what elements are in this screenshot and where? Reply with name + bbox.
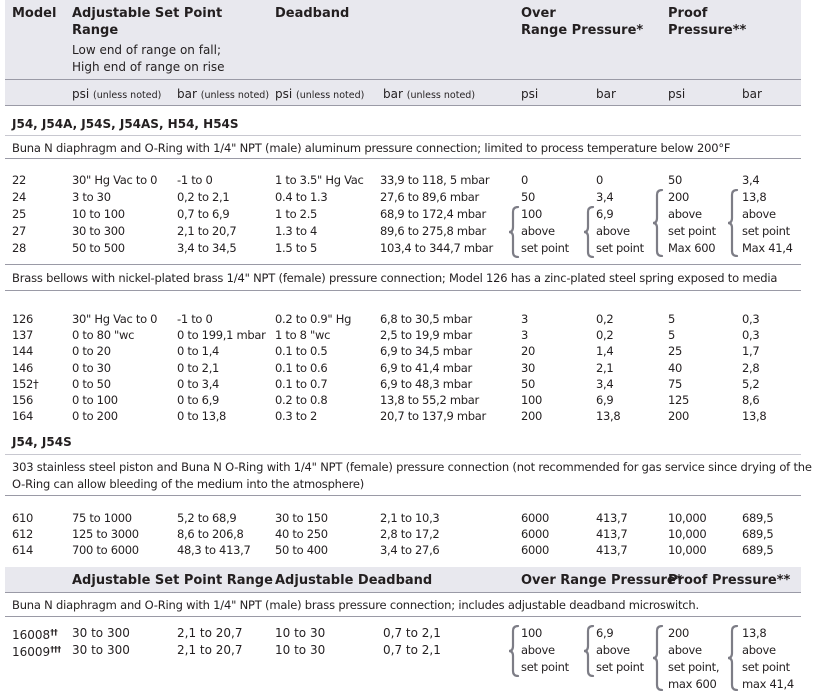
group1-row4-setpoint-bar: 2,1 to 20,7 <box>177 224 237 238</box>
group4-proof-bar-line4: max 41,4 <box>742 677 794 691</box>
group2-top-rule <box>5 264 801 265</box>
group3-row2-deadband-psi: 40 to 250 <box>275 527 328 542</box>
group4-over-bar-line2: above <box>596 643 630 657</box>
group4-row2-setpoint-bar: 2,1 to 20,7 <box>177 643 243 657</box>
group2-row7-model: 164 <box>12 409 34 424</box>
group1-proof-bar-line1: above <box>742 207 776 221</box>
group1-proof-psi-brace <box>652 189 664 257</box>
group2-row1-setpoint-bar: -1 to 0 <box>177 312 213 326</box>
group2-row4-proof-psi: 40 <box>668 360 683 375</box>
group1-row2-setpoint-bar: 0,2 to 2,1 <box>177 190 230 204</box>
group2-row1-setpoint-psi: 30" Hg Vac to 0 <box>72 312 158 326</box>
group1-row5-setpoint-bar: 3,4 to 34,5 <box>177 241 237 255</box>
group4-proof-psi-line3: set point, <box>668 660 720 674</box>
group1-over-bar-brace <box>583 206 595 258</box>
group1-over-bar-line1: 6,9 <box>596 207 614 221</box>
group3-row1-deadband-bar: 2,1 to 10,3 <box>380 511 440 525</box>
group4-proof-psi-brace <box>652 625 664 691</box>
group4-note: Buna N diaphragm and O-Ring with 1/4" NPT (male) brass pressure connection; includes adjustable deadband microswitch. <box>12 598 699 612</box>
group4-header-proof: Proof Pressure** <box>668 573 791 588</box>
group2-row2-proof-psi: 5 <box>668 328 676 343</box>
group2-row5-over-bar: 3,4 <box>596 376 614 391</box>
group1-row5-setpoint-psi: 50 to 500 <box>72 241 125 255</box>
group1-row4-deadband-bar: 89,6 to 275,8 mbar <box>380 224 486 238</box>
group1-row3-setpoint-psi: 10 to 100 <box>72 207 125 221</box>
group2-row6-proof-bar: 8,6 <box>742 393 760 407</box>
group3-note-l2: O-Ring can allow bleeding of the medium into the atmosphere) <box>12 477 365 491</box>
group3-row2-setpoint-psi: 125 to 3000 <box>72 527 139 542</box>
group2-row5-over-psi: 50 <box>521 376 536 391</box>
group4-over-psi-line3: set point <box>521 660 569 674</box>
group2-row5-proof-psi: 75 <box>668 376 683 391</box>
group2-row7-proof-bar: 13,8 <box>742 409 767 424</box>
group2-row1-deadband-bar: 6,8 to 30,5 mbar <box>380 312 472 326</box>
group4-over-bar-line3: set point <box>596 660 644 674</box>
col-header-proof-l2: Pressure** <box>668 23 747 38</box>
group4-header-setpoint: Adjustable Set Point Range <box>72 573 273 588</box>
group1-row1-setpoint-bar: -1 to 0 <box>177 173 213 187</box>
group2-row5-deadband-bar: 6,9 to 48,3 mbar <box>380 376 472 391</box>
group4-proof-bar-line1: 13,8 <box>742 626 767 640</box>
group2-row2-setpoint-bar: 0 to 199,1 mbar <box>177 328 266 343</box>
group3-row3-deadband-bar: 3,4 to 27,6 <box>380 543 440 558</box>
group1-over-bar-line3: set point <box>596 241 644 255</box>
group4-proof-bar-line3: set point <box>742 660 790 674</box>
group1-row4-deadband-psi: 1.3 to 4 <box>275 224 318 238</box>
group2-row6-setpoint-psi: 0 to 100 <box>72 393 118 407</box>
unit-psi-proof: psi <box>668 87 686 101</box>
group1-row5-deadband-psi: 1.5 to 5 <box>275 241 318 255</box>
group1-row1-over-bar: 0 <box>596 173 604 187</box>
group1-row5-deadband-bar: 103,4 to 344,7 mbar <box>380 241 493 255</box>
group2-row6-model: 156 <box>12 393 34 407</box>
unit-psi-over: psi <box>521 87 539 101</box>
group2-row3-deadband-bar: 6,9 to 34,5 mbar <box>380 344 472 359</box>
group2-row5-setpoint-bar: 0 to 3,4 <box>177 376 220 391</box>
group1-row2-setpoint-psi: 3 to 30 <box>72 190 111 204</box>
group2-row7-proof-psi: 200 <box>668 409 690 424</box>
group4-proof-psi-line2: above <box>668 643 702 657</box>
col-header-setpoint-l2: Range <box>72 23 119 38</box>
col-header-setpoint-l4: High end of range on rise <box>72 60 225 74</box>
header-bottom-rule <box>5 105 801 106</box>
unit-bar-setpoint: bar (unless noted) <box>177 87 270 101</box>
group1-proof-psi-line3: Max 600 <box>668 241 716 255</box>
group2-row4-over-psi: 30 <box>521 360 536 375</box>
group1-row2-proof-bar: 13,8 <box>742 190 767 204</box>
group4-proof-psi-line1: 200 <box>668 626 690 640</box>
group2-row6-deadband-bar: 13,8 to 55,2 mbar <box>380 393 479 407</box>
group4-over-psi-line1: 100 <box>521 626 543 640</box>
group1-title-rule <box>5 135 801 136</box>
group1-row4-setpoint-psi: 30 to 300 <box>72 224 125 238</box>
group2-row5-setpoint-psi: 0 to 50 <box>72 376 111 391</box>
col-header-setpoint-l1: Adjustable Set Point <box>72 6 223 21</box>
group3-row3-proof-bar: 689,5 <box>742 543 774 558</box>
group2-row6-over-psi: 100 <box>521 393 543 407</box>
group2-row3-deadband-psi: 0.1 to 0.5 <box>275 344 328 359</box>
group2-row3-setpoint-psi: 0 to 20 <box>72 344 111 359</box>
group2-row1-deadband-psi: 0.2 to 0.9" Hg <box>275 312 352 326</box>
group2-row2-setpoint-psi: 0 to 80 "wc <box>72 328 135 343</box>
group1-note: Buna N diaphragm and O-Ring with 1/4" NPT (male) aluminum pressure connection; limited to process temperature below 200°F <box>12 141 731 155</box>
unit-bar-proof: bar <box>742 87 762 101</box>
group4-row1-model: 16008†† <box>12 628 58 642</box>
group1-row3-model: 25 <box>12 207 27 221</box>
group2-row6-proof-psi: 125 <box>668 393 690 407</box>
group1-over-psi-line1: 100 <box>521 207 543 221</box>
col-header-over-l2: Range Pressure* <box>521 23 644 38</box>
group1-row5-model: 28 <box>12 241 27 255</box>
group3-row3-over-psi: 6000 <box>521 543 550 558</box>
group2-row5-proof-bar: 5,2 <box>742 376 760 391</box>
group4-row2-setpoint-psi: 30 to 300 <box>72 643 130 657</box>
group3-row1-setpoint-psi: 75 to 1000 <box>72 511 132 525</box>
group2-row2-over-psi: 3 <box>521 328 529 343</box>
group2-row5-deadband-psi: 0.1 to 0.7 <box>275 376 328 391</box>
group3-title: J54, J54S <box>12 435 72 449</box>
group4-row1-setpoint-psi: 30 to 300 <box>72 626 130 640</box>
group3-row1-deadband-psi: 30 to 150 <box>275 511 328 525</box>
unit-bar-over: bar <box>596 87 616 101</box>
group2-row4-deadband-psi: 0.1 to 0.6 <box>275 360 328 375</box>
group1-row1-model: 22 <box>12 173 27 187</box>
group1-row3-setpoint-bar: 0,7 to 6,9 <box>177 207 230 221</box>
group2-note-rule <box>5 290 801 291</box>
group1-row3-deadband-bar: 68,9 to 172,4 mbar <box>380 207 486 221</box>
col-header-model: Model <box>12 6 57 21</box>
group2-row7-setpoint-psi: 0 to 200 <box>72 409 118 424</box>
group2-row2-deadband-psi: 1 to 8 "wc <box>275 328 331 343</box>
group3-row3-over-bar: 413,7 <box>596 543 628 558</box>
group2-row7-over-psi: 200 <box>521 409 543 424</box>
group2-note: Brass bellows with nickel-plated brass 1/4" NPT (female) pressure connection; Model 126 has a zinc-plated steel spring exposed to media <box>12 271 778 285</box>
group4-header-rule <box>5 592 801 593</box>
group3-row3-setpoint-psi: 700 to 6000 <box>72 543 139 558</box>
group1-row1-proof-bar: 3,4 <box>742 173 760 187</box>
group4-header-deadband: Adjustable Deadband <box>275 573 433 588</box>
group1-row2-deadband-psi: 0.4 to 1.3 <box>275 190 328 204</box>
group3-row2-model: 612 <box>12 527 34 542</box>
group1-proof-psi-line2: set point <box>668 224 716 238</box>
group3-row2-over-psi: 6000 <box>521 527 550 542</box>
group3-row1-setpoint-bar: 5,2 to 68,9 <box>177 511 237 525</box>
group1-row1-setpoint-psi: 30" Hg Vac to 0 <box>72 173 158 187</box>
group3-row3-setpoint-bar: 48,3 to 413,7 <box>177 543 251 558</box>
group2-row7-deadband-psi: 0.3 to 2 <box>275 409 318 424</box>
group1-over-psi-line3: set point <box>521 241 569 255</box>
group4-row2-deadband-bar: 0,7 to 2,1 <box>383 643 441 657</box>
group1-over-bar-line2: above <box>596 224 630 238</box>
group1-proof-bar-line3: Max 41,4 <box>742 241 793 255</box>
group2-row3-over-bar: 1,4 <box>596 344 614 359</box>
group2-row1-proof-bar: 0,3 <box>742 312 760 326</box>
col-header-setpoint-l3: Low end of range on fall; <box>72 43 222 57</box>
group1-row2-proof-psi: 200 <box>668 190 690 204</box>
group3-row3-model: 614 <box>12 543 34 558</box>
group2-row6-over-bar: 6,9 <box>596 393 614 407</box>
header-divider <box>5 79 801 80</box>
group2-row4-proof-bar: 2,8 <box>742 360 760 375</box>
group2-row3-proof-psi: 25 <box>668 344 683 359</box>
group4-header-over: Over Range Pressure* <box>521 573 683 588</box>
group1-row4-model: 27 <box>12 224 27 238</box>
group2-row6-setpoint-bar: 0 to 6,9 <box>177 393 220 407</box>
group4-over-bar-line1: 6,9 <box>596 626 614 640</box>
group3-row1-over-bar: 413,7 <box>596 511 628 525</box>
col-header-proof-l1: Proof <box>668 6 708 21</box>
group1-row2-over-bar: 3,4 <box>596 190 614 204</box>
group4-proof-psi-line4: max 600 <box>668 677 717 691</box>
unit-psi-setpoint: psi (unless noted) <box>72 87 162 101</box>
group2-row7-deadband-bar: 20,7 to 137,9 mbar <box>380 409 486 424</box>
group2-row3-proof-bar: 1,7 <box>742 344 760 359</box>
group2-row4-deadband-bar: 6,9 to 41,4 mbar <box>380 360 472 375</box>
group3-row1-proof-bar: 689,5 <box>742 511 774 525</box>
group4-proof-bar-line2: above <box>742 643 776 657</box>
group2-row2-proof-bar: 0,3 <box>742 328 760 343</box>
group3-row1-model: 610 <box>12 511 34 525</box>
group1-over-psi-line2: above <box>521 224 555 238</box>
group3-row2-proof-bar: 689,5 <box>742 527 774 542</box>
group4-over-psi-brace <box>508 625 520 677</box>
group2-row7-over-bar: 13,8 <box>596 409 621 424</box>
group2-row4-model: 146 <box>12 360 34 375</box>
group3-row1-over-psi: 6000 <box>521 511 550 525</box>
col-header-over-l1: Over <box>521 6 556 21</box>
group1-title: J54, J54A, J54S, J54AS, H54, H54S <box>12 117 239 131</box>
group3-title-rule <box>5 454 801 455</box>
group2-row3-over-psi: 20 <box>521 344 536 359</box>
group1-row1-over-psi: 0 <box>521 173 529 187</box>
group1-proof-bar-brace <box>727 189 739 257</box>
group3-row2-deadband-bar: 2,8 to 17,2 <box>380 527 440 542</box>
group2-row1-over-bar: 0,2 <box>596 312 614 326</box>
group1-over-psi-brace <box>508 206 520 258</box>
group2-row4-over-bar: 2,1 <box>596 360 614 375</box>
group2-row7-setpoint-bar: 0 to 13,8 <box>177 409 227 424</box>
unit-bar-deadband: bar (unless noted) <box>383 87 476 101</box>
group4-over-bar-brace <box>583 625 595 677</box>
group2-row6-deadband-psi: 0.2 to 0.8 <box>275 393 328 407</box>
group1-proof-psi-line1: above <box>668 207 702 221</box>
group4-over-psi-line2: above <box>521 643 555 657</box>
group4-row1-deadband-bar: 0,7 to 2,1 <box>383 626 441 640</box>
group2-row4-setpoint-psi: 0 to 30 <box>72 360 111 375</box>
group2-row3-model: 144 <box>12 344 34 359</box>
group3-row2-setpoint-bar: 8,6 to 206,8 <box>177 527 244 542</box>
group4-row2-model: 16009††† <box>12 645 61 659</box>
group1-row2-model: 24 <box>12 190 27 204</box>
group2-row2-model: 137 <box>12 328 34 343</box>
group3-row1-proof-psi: 10,000 <box>668 511 707 525</box>
group2-row2-over-bar: 0,2 <box>596 328 614 343</box>
group4-proof-bar-brace <box>727 625 739 691</box>
group4-row2-deadband-psi: 10 to 30 <box>275 643 326 657</box>
group2-row2-deadband-bar: 2,5 to 19,9 mbar <box>380 328 472 343</box>
group3-row3-deadband-psi: 50 to 400 <box>275 543 328 558</box>
group1-row2-over-psi: 50 <box>521 190 536 204</box>
group3-row3-proof-psi: 10,000 <box>668 543 707 558</box>
group3-row2-proof-psi: 10,000 <box>668 527 707 542</box>
group1-note-rule <box>5 158 801 159</box>
group1-row3-deadband-psi: 1 to 2.5 <box>275 207 318 221</box>
col-header-deadband: Deadband <box>275 6 350 21</box>
group3-note-l1: 303 stainless steel piston and Buna N O-Ring with 1/4" NPT (female) pressure connection (not recommended for gas service since drying of the <box>12 460 812 474</box>
group2-row4-setpoint-bar: 0 to 2,1 <box>177 360 220 375</box>
group4-row1-deadband-psi: 10 to 30 <box>275 626 326 640</box>
group4-row1-setpoint-bar: 2,1 to 20,7 <box>177 626 243 640</box>
group1-row2-deadband-bar: 27,6 to 89,6 mbar <box>380 190 479 204</box>
group4-note-rule <box>5 616 801 617</box>
group2-row1-proof-psi: 5 <box>668 312 676 326</box>
group1-row1-deadband-psi: 1 to 3.5" Hg Vac <box>275 173 364 187</box>
group2-row1-over-psi: 3 <box>521 312 529 326</box>
group2-row1-model: 126 <box>12 312 34 326</box>
group2-row3-setpoint-bar: 0 to 1,4 <box>177 344 220 359</box>
group2-row5-model: 152† <box>12 376 39 391</box>
group3-row2-over-bar: 413,7 <box>596 527 628 542</box>
unit-psi-deadband: psi (unless noted) <box>275 87 365 101</box>
group3-note-rule <box>5 495 801 496</box>
group1-row1-proof-psi: 50 <box>668 173 683 187</box>
group1-row1-deadband-bar: 33,9 to 118, 5 mbar <box>380 173 490 187</box>
group1-proof-bar-line2: set point <box>742 224 790 238</box>
